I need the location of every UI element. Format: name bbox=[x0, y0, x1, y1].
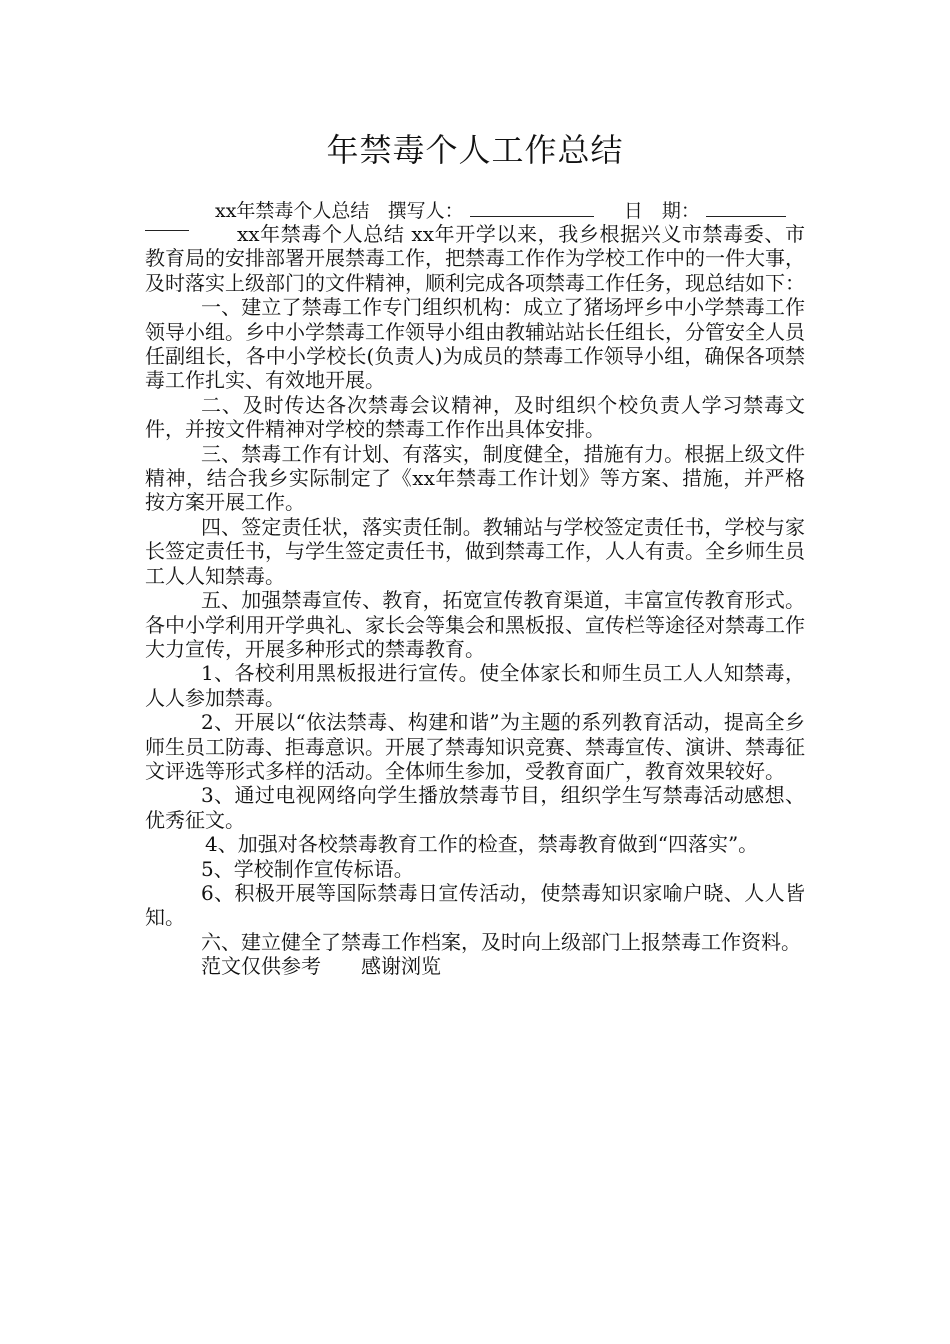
document-meta-line bbox=[215, 198, 815, 224]
writer-blank bbox=[470, 198, 594, 217]
paragraph-section-1: 一、建立了禁毒工作专门组织机构：成立了猪场坪乡中小学禁毒工作领导小组。乡中小学禁毒工作领导小组由教辅站站长任组长，分管安全人员任副组长，各中小学校长(负责人)为成员的禁毒工作领导小组，确保各项禁毒工作扎实、有效地开展。 bbox=[145, 295, 805, 393]
paragraph-item-1: 1、各校利用黑板报进行宣传。使全体家长和师生员工人人知禁毒，人人参加禁毒。 bbox=[145, 661, 805, 710]
paragraph-item-4: 4、加强对各校禁毒教育工作的检查，禁毒教育做到“四落实”。 bbox=[205, 832, 759, 857]
paragraph-item-3: 3、通过电视网络向学生播放禁毒节目，组织学生写禁毒活动感想、优秀征文。 bbox=[145, 783, 805, 832]
paragraph-section-6: 六、建立健全了禁毒工作档案，及时向上级部门上报禁毒工作资料。 bbox=[201, 929, 801, 954]
date-label: 日 期： bbox=[623, 200, 700, 222]
document-body bbox=[145, 222, 805, 979]
date-blank bbox=[706, 198, 786, 217]
paragraph-item-5: 5、学校制作宣传标语。 bbox=[201, 856, 414, 881]
paragraph-item-6: 6、积极开展等国际禁毒日宣传活动，使禁毒知识家喻户晓、人人皆知。 bbox=[145, 880, 805, 930]
paragraph-intro: xx年禁毒个人总结 xx年开学以来，我乡根据兴义市禁毒委、市教育局的安排部署开展禁毒工作，把禁毒工作作为学校工作中的一件大事，及时落实上级部门的文件精神，顺利完成各项禁毒工作任务，现总结如下： bbox=[145, 222, 805, 295]
paragraph-section-4: 四、签定责任状，落实责任制。教辅站与学校签定责任书，学校与家长签定责任书，与学生签定责任书，做到禁毒工作，人人有责。全乡师生员工人人知禁毒。 bbox=[145, 514, 805, 588]
paragraph-section-3: 三、禁毒工作有计划、有落实，制度健全，措施有力。根据上级文件精神，结合我乡实际制定了《xx年禁毒工作计划》等方案、措施，并严格按方案开展工作。 bbox=[145, 441, 805, 515]
summary-label: xx年禁毒个人总结 bbox=[215, 200, 370, 222]
paragraph-section-5: 五、加强禁毒宣传、教育，拓宽宣传教育渠道，丰富宣传教育形式。各中小学利用开学典礼、家长会等集会和黑板报、宣传栏等途径对禁毒工作大力宣传，开展多种形式的禁毒教育。 bbox=[145, 588, 805, 661]
writer-label: 撰写人： bbox=[387, 200, 464, 222]
document-title: 年禁毒个人工作总结 bbox=[326, 131, 624, 169]
paragraph-item-2: 2、开展以“依法禁毒、构建和谐”为主题的系列教育活动，提高全乡师生员工防毒、拒毒意识。开展了禁毒知识竞赛、禁毒宣传、演讲、禁毒征文评选等形式多样的活动。全体师生参加，受教育面广，教育效果较好。 bbox=[145, 710, 805, 783]
paragraph-footer-note: 范文仅供参考 感谢浏览 bbox=[201, 954, 441, 979]
paragraph-section-2: 二、及时传达各次禁毒会议精神，及时组织个校负责人学习禁毒文件，并按文件精神对学校的禁毒工作作出具体安排。 bbox=[145, 392, 805, 442]
